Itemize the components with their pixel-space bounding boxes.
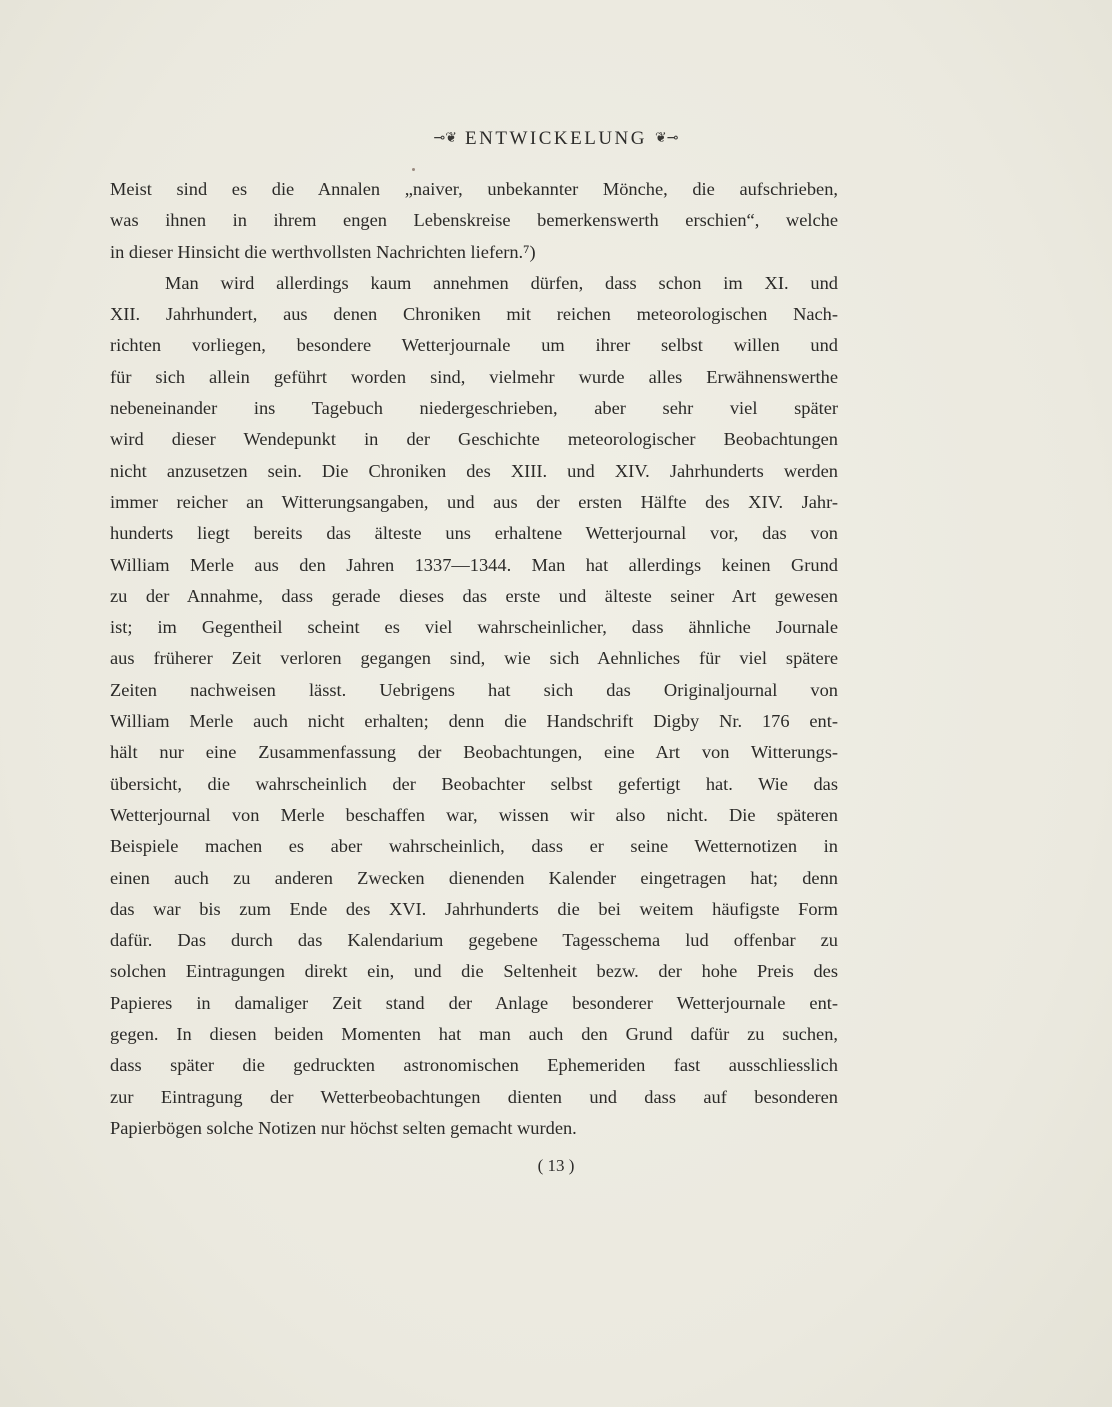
text-line: gegen. In diesen beiden Momenten hat man auch den Grund dafür zu suchen, xyxy=(110,1024,838,1045)
text-line: dafür. Das durch das Kalendarium gegebene Tagesschema lud offenbar zu xyxy=(110,930,838,951)
text-line: richten vorliegen, besondere Wetterjournale um ihrer selbst willen und xyxy=(110,335,838,356)
text-line: in dieser Hinsicht die werthvollsten Nachrichten liefern.⁷) xyxy=(110,241,536,262)
text-line: hält nur eine Zusammenfassung der Beobachtungen, eine Art von Witterungs- xyxy=(110,742,838,763)
body-text xyxy=(110,174,838,1144)
text-line: dass später die gedruckten astronomischen Ephemeriden fast ausschliesslich xyxy=(110,1055,838,1076)
text-line: Zeiten nachweisen lässt. Uebrigens hat sich das Originaljournal von xyxy=(110,679,838,700)
text-line: was ihnen in ihrem engen Lebenskreise bemerkenswerth erschien“, welche xyxy=(110,210,838,231)
text-line: das war bis zum Ende des XVI. Jahrhunderts die bei weitem häufigste Form xyxy=(110,898,838,919)
text-line: einen auch zu anderen Zwecken dienenden Kalender eingetragen hat; denn xyxy=(110,867,838,888)
text-line: XII. Jahrhundert, aus denen Chroniken mit reichen meteorologischen Nach- xyxy=(110,304,838,325)
text-line: William Merle aus den Jahren 1337—1344. Man hat allerdings keinen Grund xyxy=(110,554,838,575)
text-line: ist; im Gegentheil scheint es viel wahrscheinlicher, dass ähnliche Journale xyxy=(110,617,838,638)
text-line: immer reicher an Witterungsangaben, und aus der ersten Hälfte des XIV. Jahr- xyxy=(110,491,838,512)
text-line: übersicht, die wahrscheinlich der Beobachter selbst gefertigt hat. Wie das xyxy=(110,773,838,794)
text-line: solchen Eintragungen direkt ein, und die Seltenheit bezw. der hohe Preis des xyxy=(110,961,838,982)
text-line: zur Eintragung der Wetterbeobachtungen dienten und dass auf besonderen xyxy=(110,1086,838,1107)
text-line: Papieres in damaliger Zeit stand der Anlage besonderer Wetterjournale ent- xyxy=(110,992,838,1013)
chapter-title: ENTWICKELUNG xyxy=(465,128,647,149)
right-ornament-icon: ❦⊸ xyxy=(654,131,679,146)
text-line: Wetterjournal von Merle beschaffen war, wissen wir also nicht. Die späteren xyxy=(110,804,838,825)
page-number: ( 13 ) xyxy=(537,1156,575,1175)
text-line: Man wird allerdings kaum annehmen dürfen, dass schon im XI. und xyxy=(165,272,838,293)
running-header xyxy=(0,128,1112,150)
text-line: hunderts liegt bereits das älteste uns erhaltene Wetterjournal vor, das von xyxy=(110,523,838,544)
text-line: nicht anzusetzen sein. Die Chroniken des XIII. und XIV. Jahrhunderts werden xyxy=(110,460,838,481)
text-line: Meist sind es die Annalen „naiver, unbekannter Mönche, die aufschrieben, xyxy=(110,179,838,199)
text-line: Papierbögen solche Notizen nur höchst selten gemacht wurden. xyxy=(110,1117,577,1138)
text-line: nebeneinander ins Tagebuch niedergeschrieben, aber sehr viel später xyxy=(110,398,838,419)
print-speck xyxy=(412,168,415,171)
text-line: für sich allein geführt worden sind, vielmehr wurde alles Erwähnenswerthe xyxy=(110,366,838,387)
text-line: zu der Annahme, dass gerade dieses das erste und älteste seiner Art gewesen xyxy=(110,585,838,606)
text-line: William Merle auch nicht erhalten; denn die Handschrift Digby Nr. 176 ent- xyxy=(110,711,838,732)
text-line: wird dieser Wendepunkt in der Geschichte meteorologischer Beobachtungen xyxy=(110,429,838,450)
text-line: Beispiele machen es aber wahrscheinlich, dass er seine Wetternotizen in xyxy=(110,836,838,857)
text-line: aus früherer Zeit verloren gegangen sind, wie sich Aehnliches für viel spätere xyxy=(110,648,838,669)
left-ornament-icon: ⊸❦ xyxy=(433,131,458,146)
